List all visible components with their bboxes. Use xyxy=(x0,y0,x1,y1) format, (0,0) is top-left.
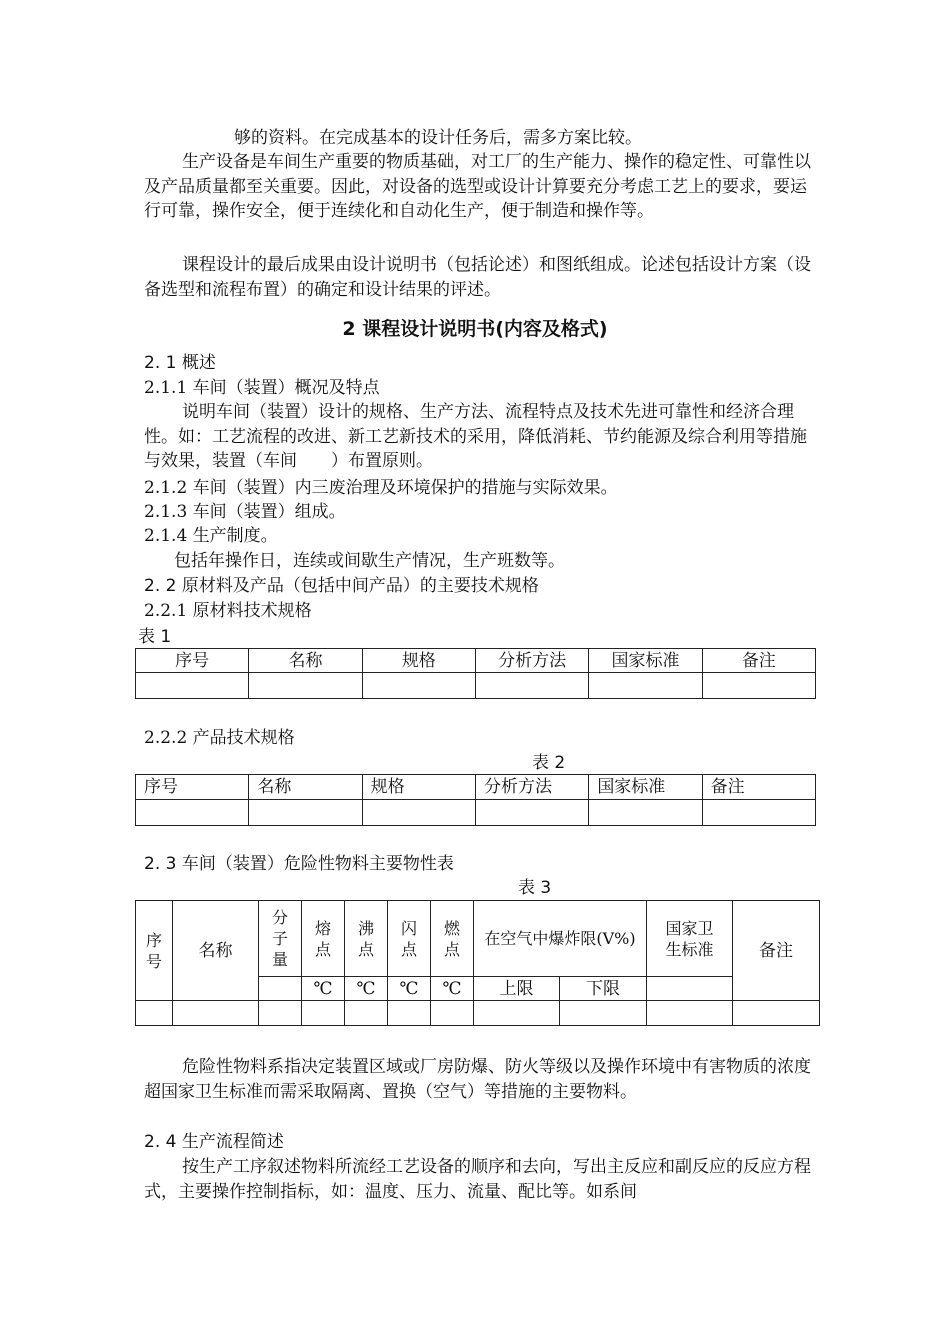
table3-unit-cell xyxy=(647,977,733,1001)
paragraph-2-3: 危险性物料系指决定装置区域或厂房防爆、防火等级以及操作环境中有害物质的浓度超国家卫生标准而需采取隔离、置换（空气）等措施的主要物料。 xyxy=(144,1057,811,1102)
table2-cell xyxy=(702,800,815,826)
heading-2-1-4: 2.1.4 生产制度。 xyxy=(144,526,278,546)
table3-cell xyxy=(431,1001,474,1026)
intro-paragraph-result: 课程设计的最后成果由设计说明书（包括论述）和图纸组成。论述包括设计方案（设备选型和流程布置）的确定和设计结果的评述。 xyxy=(144,255,811,300)
table1-header-cell: 规格 xyxy=(362,649,475,673)
heading-2-1-2: 2.1.2 车间（装置）内三废治理及环境保护的措施与实际效果。 xyxy=(144,478,618,498)
heading-2-2: 2. 2 原材料及产品（包括中间产品）的主要技术规格 xyxy=(144,576,539,596)
table1-header-cell: 国家标准 xyxy=(589,649,702,673)
table1-cell xyxy=(475,673,588,699)
table3-cell xyxy=(302,1001,345,1026)
table1-cell xyxy=(589,673,702,699)
table3-header-no: 序号 xyxy=(136,901,173,1001)
table3-header-national-standard: 国家卫生标准 xyxy=(647,901,733,977)
table3-caption: 表 3 xyxy=(518,878,552,898)
table2-header-cell: 国家标准 xyxy=(589,775,702,800)
table3-cell xyxy=(474,1001,560,1026)
heading-2-1-3: 2.1.3 车间（装置）组成。 xyxy=(144,502,346,522)
table3-header-ignition-point: 燃点 xyxy=(431,901,474,977)
section-title: 2 课程设计说明书(内容及格式) xyxy=(342,318,608,340)
table3-cell xyxy=(388,1001,431,1026)
table3-header-flash-point: 闪点 xyxy=(388,901,431,977)
table2-cell xyxy=(475,800,588,826)
table2-cell xyxy=(362,800,475,826)
table1-cell xyxy=(702,673,815,699)
table-hazardous-materials xyxy=(135,900,820,1026)
paragraph-2-4: 按生产工序叙述物料所流经工艺设备的顺序和去向，写出主反应和副反应的反应方程式，主要操作控制指标，如：温度、压力、流量、配比等。如系间 xyxy=(144,1157,811,1202)
heading-2-4: 2. 4 生产流程简述 xyxy=(144,1132,284,1152)
paragraph-2-1-1: 说明车间（装置）设计的规格、生产方法、流程特点及技术先进可靠性和经济合理性。如：工艺流程的改进、新工艺新技术的采用，降低消耗、节约能源及综合利用等措施与效果，装置（车间 ）布置原则。 xyxy=(144,402,807,472)
table1-header-cell: 分析方法 xyxy=(475,649,588,673)
table3-lower-limit: 下限 xyxy=(560,977,647,1001)
table3-cell xyxy=(345,1001,388,1026)
intro-paragraph-equipment: 生产设备是车间生产重要的物质基础，对工厂的生产能力、操作的稳定性、可靠性以及产品质量都至关重要。因此，对设备的选型或设计计算要充分考虑工艺上的要求，要运行可靠，操作安全，便于连续化和自动化生产，便于制造和操作等。 xyxy=(144,152,811,222)
table2-header-cell: 名称 xyxy=(249,775,362,800)
intro-line: 够的资料。在完成基本的设计任务后，需多方案比较。 xyxy=(234,128,642,148)
table3-cell xyxy=(173,1001,259,1026)
table-raw-materials xyxy=(135,648,816,699)
table3-unit-cell: ℃ xyxy=(302,977,345,1001)
table3-cell xyxy=(136,1001,173,1026)
table3-cell xyxy=(733,1001,820,1026)
table3-unit-cell: ℃ xyxy=(345,977,388,1001)
table3-unit-cell: ℃ xyxy=(388,977,431,1001)
table2-cell xyxy=(136,800,249,826)
table3-unit-cell xyxy=(259,977,302,1001)
table1-header-cell: 名称 xyxy=(249,649,362,673)
table3-header-note: 备注 xyxy=(733,901,820,1001)
table1-header-cell: 序号 xyxy=(136,649,249,673)
table3-header-name: 名称 xyxy=(173,901,259,1001)
table-products xyxy=(135,774,816,826)
table3-header-boiling-point: 沸点 xyxy=(345,901,388,977)
heading-2-1: 2. 1 概述 xyxy=(144,353,216,373)
table3-cell xyxy=(647,1001,733,1026)
table1-cell xyxy=(249,673,362,699)
table2-cell xyxy=(249,800,362,826)
table3-cell xyxy=(560,1001,647,1026)
table3-header-explosion-limit: 在空气中爆炸限(V%) xyxy=(474,901,647,977)
table1-cell xyxy=(136,673,249,699)
table2-header-cell: 规格 xyxy=(362,775,475,800)
table1-cell xyxy=(362,673,475,699)
paragraph-2-1-4: 包括年操作日，连续或间歇生产情况，生产班数等。 xyxy=(174,551,565,571)
table3-header-melting-point: 熔点 xyxy=(302,901,345,977)
table1-header-cell: 备注 xyxy=(702,649,815,673)
heading-2-1-1: 2.1.1 车间（装置）概况及特点 xyxy=(144,378,380,398)
table2-cell xyxy=(589,800,702,826)
table3-cell xyxy=(259,1001,302,1026)
table3-unit-cell: ℃ xyxy=(431,977,474,1001)
heading-2-3: 2. 3 车间（装置）危险性物料主要物性表 xyxy=(144,854,454,874)
table2-header-cell: 分析方法 xyxy=(475,775,588,800)
table3-upper-limit: 上限 xyxy=(474,977,560,1001)
heading-2-2-2: 2.2.2 产品技术规格 xyxy=(144,728,295,748)
table2-caption: 表 2 xyxy=(532,753,566,773)
table2-header-cell: 备注 xyxy=(702,775,815,800)
heading-2-2-1: 2.2.1 原材料技术规格 xyxy=(144,601,312,621)
table1-caption: 表 1 xyxy=(138,627,172,647)
table2-header-cell: 序号 xyxy=(136,775,249,800)
table3-header-molecular-weight: 分子量 xyxy=(259,901,302,977)
